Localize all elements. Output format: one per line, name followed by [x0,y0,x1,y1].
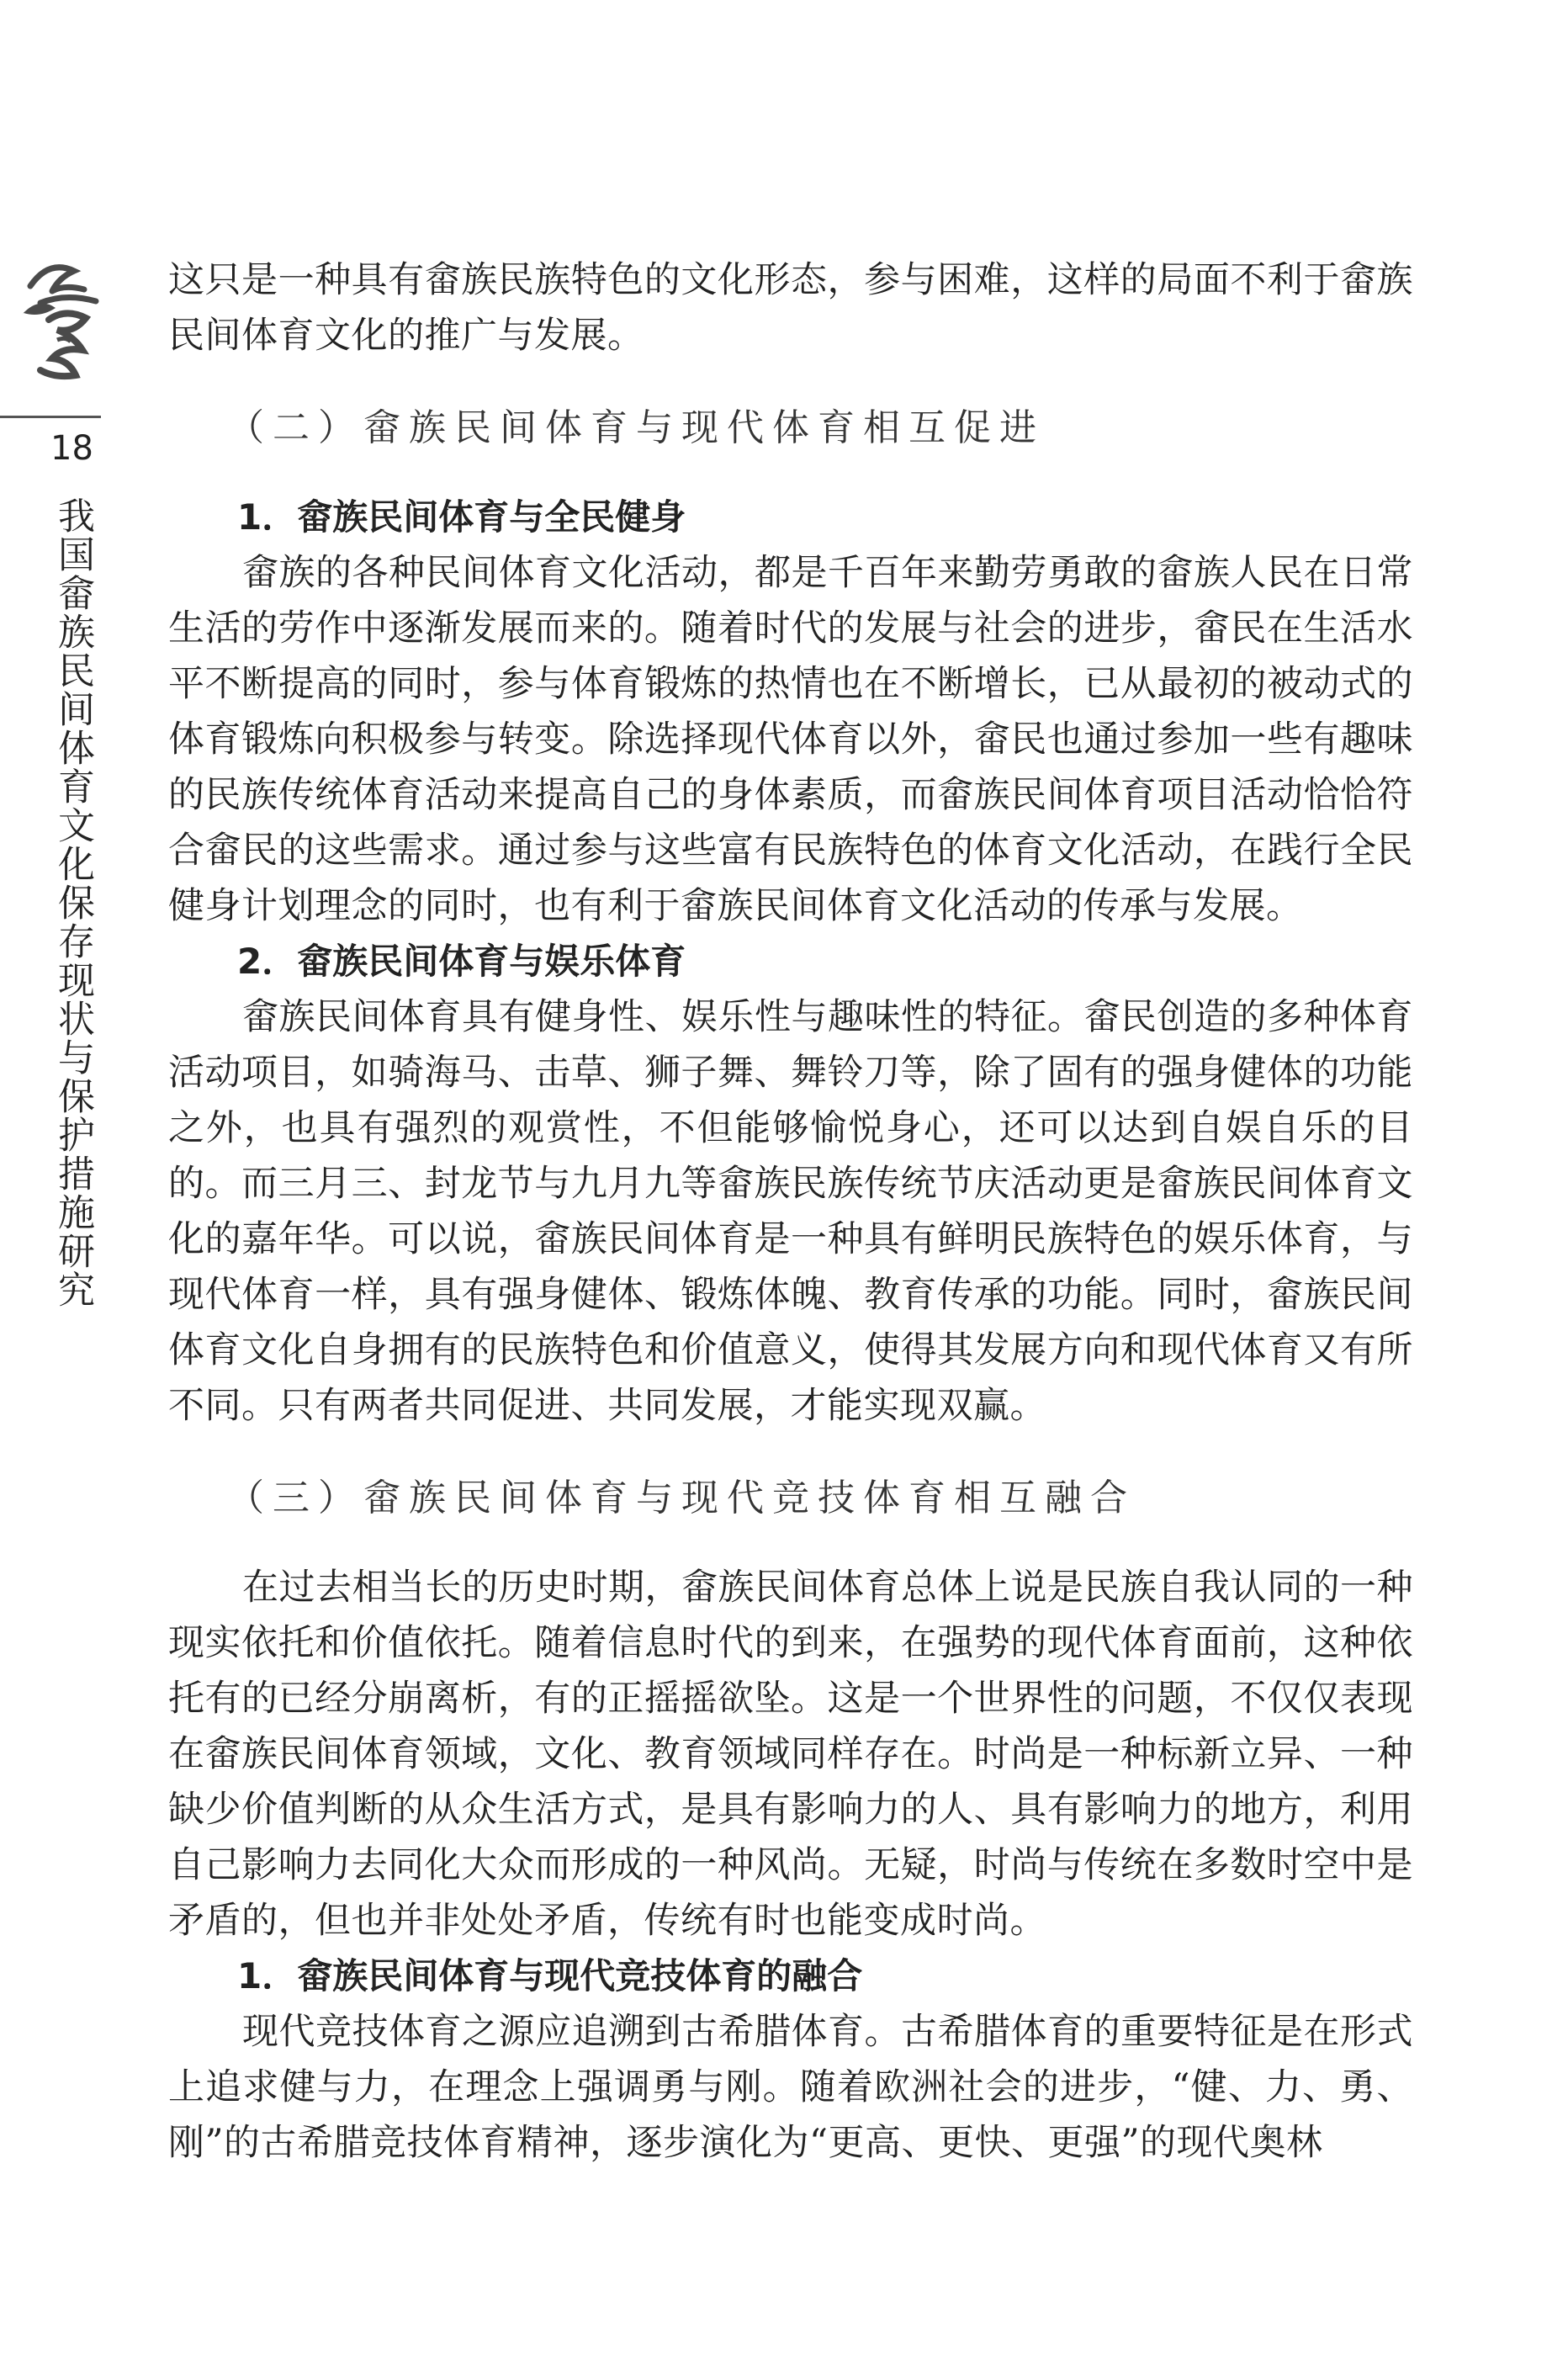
section-heading-3: （三）畲族民间体育与现代竞技体育相互融合 [227,1477,1136,1519]
main-text [168,252,1413,2171]
paragraph-section3-intro: 在过去相当长的历史时期，畲族民间体育总体上说是民族自我认同的一种现实依托和价值依托。随着信息时代的到来，在强势的现代体育面前，这种依托有的已经分崩离析，有的正摇摇欲坠。这是一个世界性的问题，不仅仅表现在畲族民间体育领域，文化、教育领域同样存在。时尚是一种标新立异、一种缺少价值判断的从众生活方式，是具有影响力的人、具有影响力的地方，利用自己影响力去同化大众而形成的一种风尚。无疑，时尚与传统在多数时空中是矛盾的，但也并非处处矛盾，传统有时也能变成时尚。 [168,1567,1413,1942]
subheading-fitness: 1．畲族民间体育与全民健身 [237,496,686,538]
paragraph-fitness: 畲族的各种民间体育文化活动，都是千百年来勤劳勇敢的畲族人民在日常生活的劳作中逐渐发展而来的。随着时代的发展与社会的进步，畲民在生活水平不断提高的同时，参与体育锻炼的热情也在不断增长，已从最初的被动式的体育锻炼向积极参与转变。除选择现代体育以外，畲民也通过参加一些有趣味的民族传统体育活动来提高自己的身体素质，而畲族民间体育项目活动恰恰符合畲民的这些需求。通过参与这些富有民族特色的体育文化活动，在践行全民健身计划理念的同时，也有利于畲族民间体育文化活动的传承与发展。 [168,552,1413,927]
running-book-title: 我国畲族民间体育文化保存现状与保护措施研究 [51,496,94,1309]
paragraph-recreation: 畲族民间体育具有健身性、娱乐性与趣味性的特征。畲民创造的多种体育活动项目，如骑海马、击草、狮子舞、舞铃刀等，除了固有的强身健体的功能之外，也具有强烈的观赏性，不但能够愉悦身心，还可以达到自娱自乐的目的。而三月三、封龙节与九月九等畲族民族传统节庆活动更是畲族民间体育文化的嘉年华。可以说，畲族民间体育是一种具有鲜明民族特色的娱乐体育，与现代体育一样，具有强身健体、锻炼体魄、教育传承的功能。同时，畲族民间体育文化自身拥有的民族特色和价值意义，使得其发展方向和现代体育又有所不同。只有两者共同促进、共同发展，才能实现双赢。 [168,996,1413,1427]
paragraph-competitive-sports: 现代竞技体育之源应追溯到古希腊体育。古希腊体育的重要特征是在形式上追求健与力，在理念上强调勇与刚。随着欧洲社会的进步，“健、力、勇、刚”的古希腊竞技体育精神，逐步演化为“更高、更快、更强”的现代奥林 [168,2011,1413,2164]
book-logo [15,252,108,387]
page-number: 18 [50,429,93,468]
subheading-competitive-sports: 1．畲族民间体育与现代竞技体育的融合 [237,1955,863,1996]
calligraphy-logo-icon [15,252,108,387]
margin-divider [0,416,101,418]
subheading-recreation: 2．畲族民间体育与娱乐体育 [237,941,686,982]
section-heading-2: （二）畲族民间体育与现代体育相互促进 [227,406,1045,449]
intro-paragraph: 这只是一种具有畲族民族特色的文化形态，参与困难，这样的局面不利于畲族民间体育文化的推广与发展。 [168,259,1413,357]
